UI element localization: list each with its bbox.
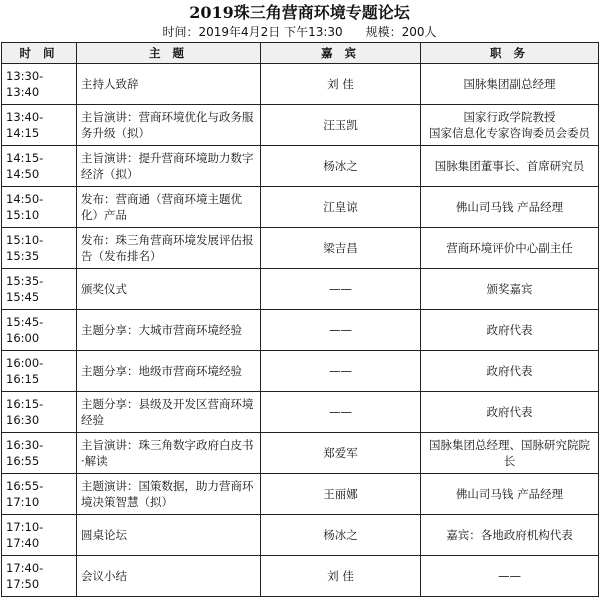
topic-cell: 颁奖仪式 <box>77 269 261 310</box>
topic-cell: 主旨演讲：营商环境优化与政务服务升级（拟） <box>77 105 261 146</box>
time-cell: 17:10-17:40 <box>2 515 77 556</box>
table-row <box>2 269 599 310</box>
role-cell: 政府代表 <box>421 392 599 433</box>
table-row <box>2 474 599 515</box>
role-cell: —— <box>421 556 599 597</box>
topic-cell: 发布：营商通（营商环境主题优化）产品 <box>77 187 261 228</box>
role-cell: 国脉集团董事长、首席研究员 <box>421 146 599 187</box>
event-info <box>0 24 599 40</box>
time-cell: 16:55-17:10 <box>2 474 77 515</box>
event-time: 时间：2019年4月2日 下午13:30 <box>162 25 343 39</box>
role-cell: 颁奖嘉宾 <box>421 269 599 310</box>
guest-cell: 刘 佳 <box>261 64 421 105</box>
table-row <box>2 146 599 187</box>
guest-cell: 杨冰之 <box>261 146 421 187</box>
guest-cell: 汪玉凯 <box>261 105 421 146</box>
role-cell: 国脉集团总经理、国脉研究院院长 <box>421 433 599 474</box>
time-cell: 17:40-17:50 <box>2 556 77 597</box>
topic-cell: 主旨演讲：提升营商环境助力数字经济（拟） <box>77 146 261 187</box>
guest-cell: —— <box>261 392 421 433</box>
table-row <box>2 187 599 228</box>
table-row <box>2 515 599 556</box>
role-cell: 佛山司马钱 产品经理 <box>421 474 599 515</box>
event-scale: 规模：200人 <box>365 25 437 39</box>
time-cell: 15:10-15:35 <box>2 228 77 269</box>
topic-cell: 圆桌论坛 <box>77 515 261 556</box>
topic-cell: 主旨演讲：珠三角数字政府白皮书·解读 <box>77 433 261 474</box>
topic-cell: 发布：珠三角营商环境发展评估报告（发布排名） <box>77 228 261 269</box>
role-cell: 政府代表 <box>421 310 599 351</box>
time-cell: 14:15-14:50 <box>2 146 77 187</box>
table-row <box>2 433 599 474</box>
info-gap <box>343 25 366 39</box>
time-cell: 15:45-16:00 <box>2 310 77 351</box>
guest-cell: 郑爱军 <box>261 433 421 474</box>
guest-cell: 杨冰之 <box>261 515 421 556</box>
time-cell: 15:35-15:45 <box>2 269 77 310</box>
header-role: 职 务 <box>421 43 599 64</box>
page-title: 2019珠三角营商环境专题论坛 <box>189 3 410 22</box>
topic-cell: 主持人致辞 <box>77 64 261 105</box>
table-row <box>2 351 599 392</box>
role-cell: 营商环境评价中心副主任 <box>421 228 599 269</box>
header-time: 时 间 <box>2 43 77 64</box>
time-cell: 16:15-16:30 <box>2 392 77 433</box>
schedule-body <box>2 64 599 597</box>
time-cell: 16:00-16:15 <box>2 351 77 392</box>
topic-cell: 主题分享：地级市营商环境经验 <box>77 351 261 392</box>
guest-cell: 刘 佳 <box>261 556 421 597</box>
time-cell: 13:40-14:15 <box>2 105 77 146</box>
role-cell: 国脉集团副总经理 <box>421 64 599 105</box>
table-header-row <box>2 43 599 64</box>
guest-cell: 江皇谅 <box>261 187 421 228</box>
table-row <box>2 556 599 597</box>
schedule-table <box>1 42 599 597</box>
table-row <box>2 392 599 433</box>
time-cell: 14:50-15:10 <box>2 187 77 228</box>
role-cell: 佛山司马钱 产品经理 <box>421 187 599 228</box>
table-row <box>2 228 599 269</box>
time-cell: 16:30-16:55 <box>2 433 77 474</box>
role-cell: 政府代表 <box>421 351 599 392</box>
role-cell: 国家行政学院教授 国家信息化专家咨询委员会委员 <box>421 105 599 146</box>
topic-cell: 主题演讲：国策数据，助力营商环境决策智慧（拟） <box>77 474 261 515</box>
table-row <box>2 64 599 105</box>
guest-cell: 王丽娜 <box>261 474 421 515</box>
table-row <box>2 310 599 351</box>
header-topic: 主 题 <box>77 43 261 64</box>
guest-cell: —— <box>261 310 421 351</box>
topic-cell: 会议小结 <box>77 556 261 597</box>
guest-cell: —— <box>261 269 421 310</box>
guest-cell: 梁吉昌 <box>261 228 421 269</box>
guest-cell: —— <box>261 351 421 392</box>
time-cell: 13:30-13:40 <box>2 64 77 105</box>
header-guest: 嘉 宾 <box>261 43 421 64</box>
topic-cell: 主题分享：县级及开发区营商环境经验 <box>77 392 261 433</box>
topic-cell: 主题分享：大城市营商环境经验 <box>77 310 261 351</box>
role-cell: 嘉宾：各地政府机构代表 <box>421 515 599 556</box>
table-row <box>2 105 599 146</box>
